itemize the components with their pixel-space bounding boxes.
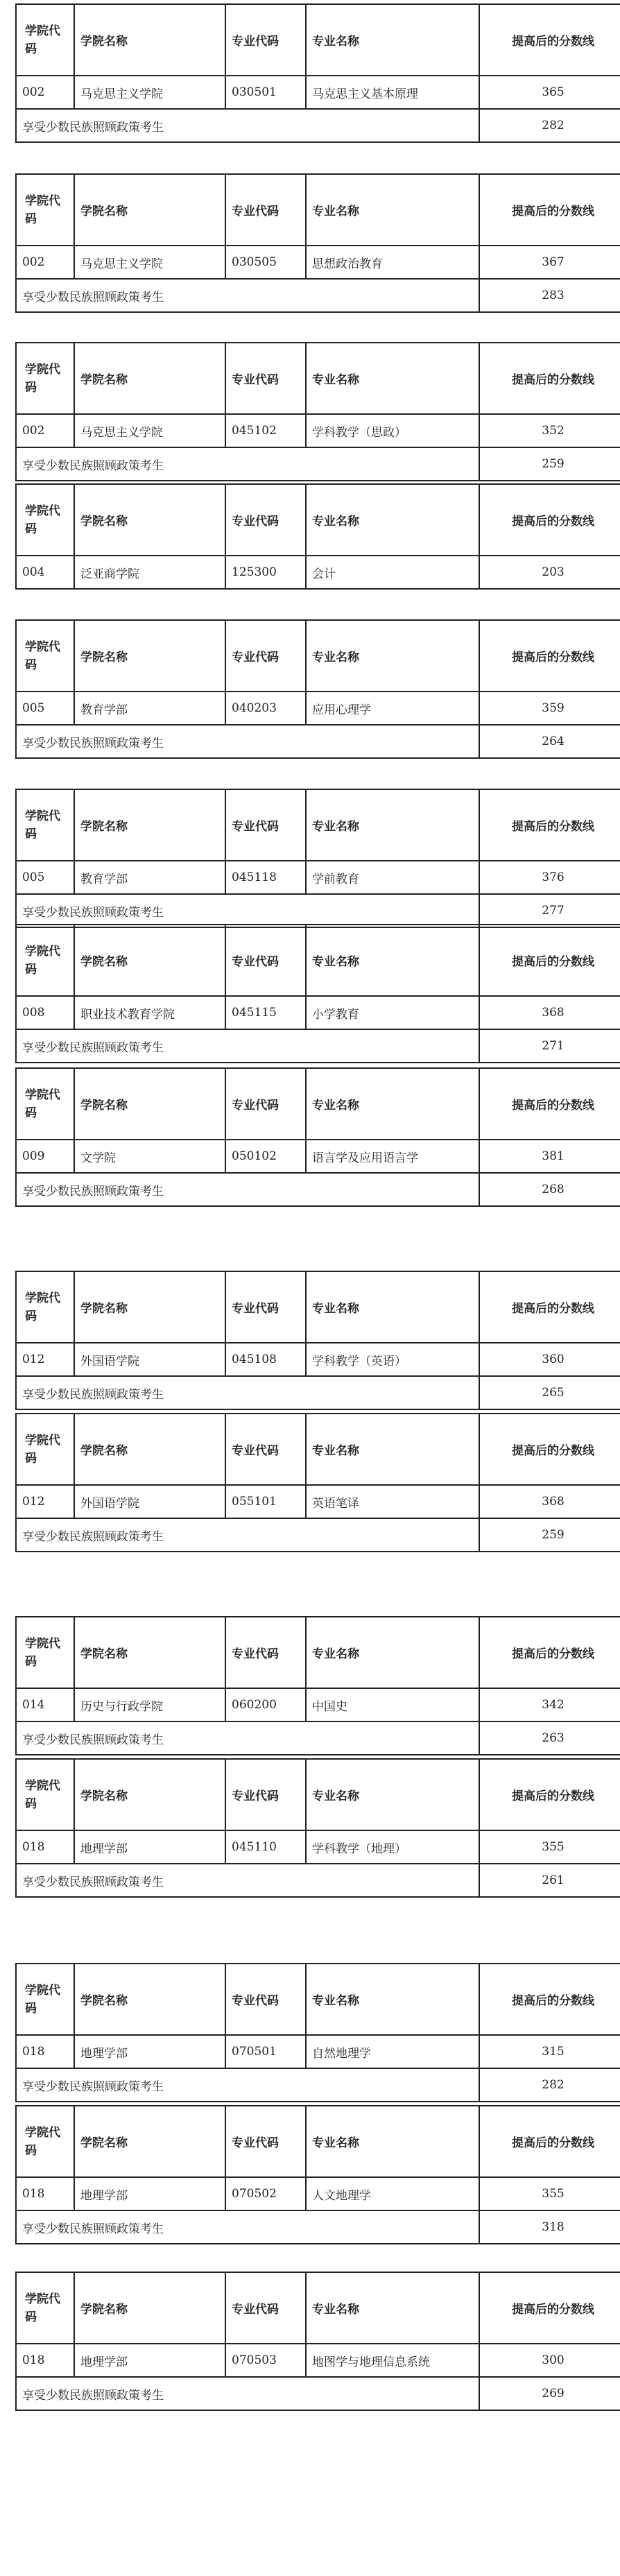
minority-score-cell: 264	[479, 725, 620, 758]
table-header-row	[16, 174, 620, 246]
minority-row	[16, 1029, 620, 1063]
college-name-cell: 教育学部	[74, 692, 225, 725]
minority-score-cell: 282	[479, 109, 620, 142]
college-name-cell: 职业技术教育学院	[74, 996, 225, 1029]
score-table	[15, 1616, 620, 1755]
major-name-cell: 学科教学（英语）	[306, 1343, 479, 1376]
major-name-cell: 学科教学（思政）	[306, 414, 479, 447]
header-college-name: 学院名称	[74, 484, 225, 556]
header-college-code: 学院代码	[16, 1414, 74, 1485]
header-college-code: 学院代码	[16, 2106, 74, 2177]
score-cell: 355	[479, 1830, 620, 1864]
college-code-cell: 009	[16, 1140, 74, 1173]
college-code-cell: 018	[16, 2035, 74, 2068]
score-table	[15, 173, 620, 313]
minority-label: 享受少数民族照顾政策考生	[16, 1518, 479, 1552]
minority-label: 享受少数民族照顾政策考生	[16, 1029, 479, 1063]
college-code-cell: 008	[16, 996, 74, 1029]
header-major-name: 专业名称	[306, 1414, 479, 1485]
minority-row	[16, 1376, 620, 1409]
major-code-cell: 040203	[225, 692, 306, 725]
table-row	[16, 692, 620, 725]
college-name-cell: 马克思主义学院	[74, 76, 225, 109]
header-college-name: 学院名称	[74, 174, 225, 246]
header-major-code: 专业代码	[225, 484, 306, 556]
score-cell: 315	[479, 2035, 620, 2068]
college-name-cell: 马克思主义学院	[74, 414, 225, 447]
score-cell: 352	[479, 414, 620, 447]
header-major-name: 专业名称	[306, 174, 479, 246]
major-name-cell: 学科教学（地理）	[306, 1830, 479, 1864]
header-score: 提高后的分数线	[479, 1964, 620, 2035]
table-header-row	[16, 4, 620, 76]
score-table	[15, 3, 620, 143]
minority-label: 享受少数民族照顾政策考生	[16, 447, 479, 481]
table-header-row	[16, 1414, 620, 1485]
header-college-name: 学院名称	[74, 925, 225, 996]
college-code-cell: 005	[16, 861, 74, 894]
header-major-code: 专业代码	[225, 2272, 306, 2344]
minority-score-cell: 271	[479, 1029, 620, 1063]
header-major-name: 专业名称	[306, 1617, 479, 1688]
table-header-row	[16, 1964, 620, 2035]
minority-row	[16, 2068, 620, 2102]
header-score: 提高后的分数线	[479, 4, 620, 76]
table-row	[16, 861, 620, 894]
header-college-name: 学院名称	[74, 1617, 225, 1688]
major-name-cell: 马克思主义基本原理	[306, 76, 479, 109]
college-name-cell: 马克思主义学院	[74, 246, 225, 279]
header-major-code: 专业代码	[225, 1964, 306, 2035]
header-major-name: 专业名称	[306, 2272, 479, 2344]
header-college-name: 学院名称	[74, 1964, 225, 2035]
table-header-row	[16, 484, 620, 556]
header-college-name: 学院名称	[74, 2106, 225, 2177]
table-row	[16, 2035, 620, 2068]
header-college-code: 学院代码	[16, 343, 74, 414]
header-score: 提高后的分数线	[479, 1617, 620, 1688]
score-table	[15, 2105, 620, 2244]
score-cell: 360	[479, 1343, 620, 1376]
college-code-cell: 004	[16, 556, 74, 589]
header-score: 提高后的分数线	[479, 1759, 620, 1830]
minority-label: 享受少数民族照顾政策考生	[16, 2068, 479, 2102]
college-code-cell: 018	[16, 1830, 74, 1864]
major-code-cell: 070503	[225, 2344, 306, 2377]
header-major-name: 专业名称	[306, 789, 479, 861]
minority-score-cell: 259	[479, 1518, 620, 1552]
header-major-name: 专业名称	[306, 1964, 479, 2035]
major-code-cell: 045102	[225, 414, 306, 447]
table-header-row	[16, 789, 620, 861]
minority-label: 享受少数民族照顾政策考生	[16, 894, 479, 927]
header-score: 提高后的分数线	[479, 343, 620, 414]
college-name-cell: 外国语学院	[74, 1485, 225, 1518]
table-header-row	[16, 1271, 620, 1343]
header-major-code: 专业代码	[225, 343, 306, 414]
major-code-cell: 030505	[225, 246, 306, 279]
score-table	[15, 1963, 620, 2102]
header-college-code: 学院代码	[16, 620, 74, 692]
minority-score-cell: 277	[479, 894, 620, 927]
table-row	[16, 2177, 620, 2210]
score-cell: 203	[479, 556, 620, 589]
header-college-code: 学院代码	[16, 1964, 74, 2035]
header-major-name: 专业名称	[306, 925, 479, 996]
minority-score-cell: 318	[479, 2210, 620, 2244]
minority-label: 享受少数民族照顾政策考生	[16, 1376, 479, 1409]
table-row	[16, 1140, 620, 1173]
major-code-cell: 045118	[225, 861, 306, 894]
college-name-cell: 地理学部	[74, 2177, 225, 2210]
minority-row	[16, 2210, 620, 2244]
header-major-code: 专业代码	[225, 4, 306, 76]
major-code-cell: 050102	[225, 1140, 306, 1173]
header-major-name: 专业名称	[306, 4, 479, 76]
header-college-code: 学院代码	[16, 789, 74, 861]
table-row	[16, 76, 620, 109]
score-table	[15, 789, 620, 928]
table-row	[16, 996, 620, 1029]
header-score: 提高后的分数线	[479, 1414, 620, 1485]
score-cell: 367	[479, 246, 620, 279]
header-major-name: 专业名称	[306, 1068, 479, 1140]
table-header-row	[16, 1759, 620, 1830]
header-major-name: 专业名称	[306, 484, 479, 556]
header-college-name: 学院名称	[74, 620, 225, 692]
college-name-cell: 历史与行政学院	[74, 1688, 225, 1721]
score-table	[15, 342, 620, 481]
college-name-cell: 地理学部	[74, 2344, 225, 2377]
major-name-cell: 学前教育	[306, 861, 479, 894]
minority-label: 享受少数民族照顾政策考生	[16, 279, 479, 312]
table-header-row	[16, 2272, 620, 2344]
major-name-cell: 语言学及应用语言学	[306, 1140, 479, 1173]
minority-label: 享受少数民族照顾政策考生	[16, 109, 479, 142]
score-table	[15, 1758, 620, 1898]
header-score: 提高后的分数线	[479, 1068, 620, 1140]
minority-score-cell: 283	[479, 279, 620, 312]
table-row	[16, 1343, 620, 1376]
header-score: 提高后的分数线	[479, 2106, 620, 2177]
header-college-name: 学院名称	[74, 789, 225, 861]
college-code-cell: 014	[16, 1688, 74, 1721]
header-score: 提高后的分数线	[479, 484, 620, 556]
minority-row	[16, 1173, 620, 1206]
minority-label: 享受少数民族照顾政策考生	[16, 2377, 479, 2410]
score-cell: 300	[479, 2344, 620, 2377]
header-college-name: 学院名称	[74, 1759, 225, 1830]
table-row	[16, 1688, 620, 1721]
college-name-cell: 地理学部	[74, 1830, 225, 1864]
score-table	[15, 619, 620, 759]
score-cell: 342	[479, 1688, 620, 1721]
minority-row	[16, 1518, 620, 1552]
header-major-code: 专业代码	[225, 1068, 306, 1140]
college-code-cell: 005	[16, 692, 74, 725]
minority-score-cell: 268	[479, 1173, 620, 1206]
minority-row	[16, 109, 620, 142]
major-code-cell: 030501	[225, 76, 306, 109]
table-header-row	[16, 2106, 620, 2177]
table-row	[16, 414, 620, 447]
header-score: 提高后的分数线	[479, 174, 620, 246]
header-score: 提高后的分数线	[479, 1271, 620, 1343]
college-code-cell: 012	[16, 1485, 74, 1518]
table-row	[16, 556, 620, 589]
header-college-name: 学院名称	[74, 1068, 225, 1140]
minority-score-cell: 263	[479, 1721, 620, 1755]
table-header-row	[16, 1617, 620, 1688]
college-code-cell: 002	[16, 414, 74, 447]
header-major-code: 专业代码	[225, 789, 306, 861]
minority-label: 享受少数民族照顾政策考生	[16, 1173, 479, 1206]
header-major-code: 专业代码	[225, 925, 306, 996]
score-cell: 359	[479, 692, 620, 725]
header-major-code: 专业代码	[225, 1271, 306, 1343]
header-college-code: 学院代码	[16, 4, 74, 76]
minority-row	[16, 1864, 620, 1897]
table-header-row	[16, 925, 620, 996]
score-table	[15, 1413, 620, 1552]
college-name-cell: 教育学部	[74, 861, 225, 894]
major-name-cell: 自然地理学	[306, 2035, 479, 2068]
header-score: 提高后的分数线	[479, 620, 620, 692]
minority-label: 享受少数民族照顾政策考生	[16, 725, 479, 758]
header-major-name: 专业名称	[306, 343, 479, 414]
college-code-cell: 002	[16, 246, 74, 279]
major-name-cell: 会计	[306, 556, 479, 589]
header-college-name: 学院名称	[74, 343, 225, 414]
header-college-code: 学院代码	[16, 484, 74, 556]
score-table	[15, 1271, 620, 1410]
header-college-code: 学院代码	[16, 1068, 74, 1140]
header-major-code: 专业代码	[225, 2106, 306, 2177]
minority-row	[16, 279, 620, 312]
header-major-name: 专业名称	[306, 2106, 479, 2177]
header-major-code: 专业代码	[225, 174, 306, 246]
score-cell: 376	[479, 861, 620, 894]
header-major-name: 专业名称	[306, 1271, 479, 1343]
minority-row	[16, 894, 620, 927]
score-cell: 365	[479, 76, 620, 109]
header-college-name: 学院名称	[74, 2272, 225, 2344]
major-name-cell: 地图学与地理信息系统	[306, 2344, 479, 2377]
score-cell: 368	[479, 1485, 620, 1518]
major-code-cell: 125300	[225, 556, 306, 589]
minority-score-cell: 259	[479, 447, 620, 481]
major-code-cell: 070501	[225, 2035, 306, 2068]
header-college-code: 学院代码	[16, 1271, 74, 1343]
major-code-cell: 055101	[225, 1485, 306, 1518]
table-header-row	[16, 343, 620, 414]
table-header-row	[16, 620, 620, 692]
minority-score-cell: 265	[479, 1376, 620, 1409]
table-row	[16, 1830, 620, 1864]
major-name-cell: 中国史	[306, 1688, 479, 1721]
college-name-cell: 外国语学院	[74, 1343, 225, 1376]
minority-row	[16, 725, 620, 758]
minority-label: 享受少数民族照顾政策考生	[16, 2210, 479, 2244]
major-code-cell: 045115	[225, 996, 306, 1029]
minority-label: 享受少数民族照顾政策考生	[16, 1721, 479, 1755]
table-row	[16, 2344, 620, 2377]
header-major-code: 专业代码	[225, 1414, 306, 1485]
header-college-name: 学院名称	[74, 1414, 225, 1485]
table-header-row	[16, 1068, 620, 1140]
header-college-code: 学院代码	[16, 925, 74, 996]
major-name-cell: 小学教育	[306, 996, 479, 1029]
college-code-cell: 018	[16, 2177, 74, 2210]
header-major-code: 专业代码	[225, 1617, 306, 1688]
minority-label: 享受少数民族照顾政策考生	[16, 1864, 479, 1897]
score-cell: 381	[479, 1140, 620, 1173]
header-score: 提高后的分数线	[479, 925, 620, 996]
college-name-cell: 泛亚商学院	[74, 556, 225, 589]
score-cell: 368	[479, 996, 620, 1029]
header-college-name: 学院名称	[74, 4, 225, 76]
college-code-cell: 012	[16, 1343, 74, 1376]
major-code-cell: 045108	[225, 1343, 306, 1376]
major-code-cell: 045110	[225, 1830, 306, 1864]
college-code-cell: 018	[16, 2344, 74, 2377]
header-score: 提高后的分数线	[479, 789, 620, 861]
minority-row	[16, 1721, 620, 1755]
score-table	[15, 924, 620, 1063]
table-row	[16, 246, 620, 279]
college-name-cell: 地理学部	[74, 2035, 225, 2068]
major-name-cell: 应用心理学	[306, 692, 479, 725]
header-college-name: 学院名称	[74, 1271, 225, 1343]
score-table	[15, 1067, 620, 1207]
minority-score-cell: 261	[479, 1864, 620, 1897]
college-code-cell: 002	[16, 76, 74, 109]
major-name-cell: 英语笔译	[306, 1485, 479, 1518]
header-major-code: 专业代码	[225, 1759, 306, 1830]
college-name-cell: 文学院	[74, 1140, 225, 1173]
major-code-cell: 070502	[225, 2177, 306, 2210]
header-score: 提高后的分数线	[479, 2272, 620, 2344]
minority-row	[16, 447, 620, 481]
header-major-code: 专业代码	[225, 620, 306, 692]
header-college-code: 学院代码	[16, 174, 74, 246]
minority-row	[16, 2377, 620, 2410]
table-row	[16, 1485, 620, 1518]
header-major-name: 专业名称	[306, 1759, 479, 1830]
minority-score-cell: 269	[479, 2377, 620, 2410]
major-code-cell: 060200	[225, 1688, 306, 1721]
major-name-cell: 人文地理学	[306, 2177, 479, 2210]
header-major-name: 专业名称	[306, 620, 479, 692]
header-college-code: 学院代码	[16, 1617, 74, 1688]
header-college-code: 学院代码	[16, 1759, 74, 1830]
minority-score-cell: 282	[479, 2068, 620, 2102]
header-college-code: 学院代码	[16, 2272, 74, 2344]
score-table	[15, 483, 620, 590]
major-name-cell: 思想政治教育	[306, 246, 479, 279]
score-table	[15, 2272, 620, 2411]
score-cell: 355	[479, 2177, 620, 2210]
